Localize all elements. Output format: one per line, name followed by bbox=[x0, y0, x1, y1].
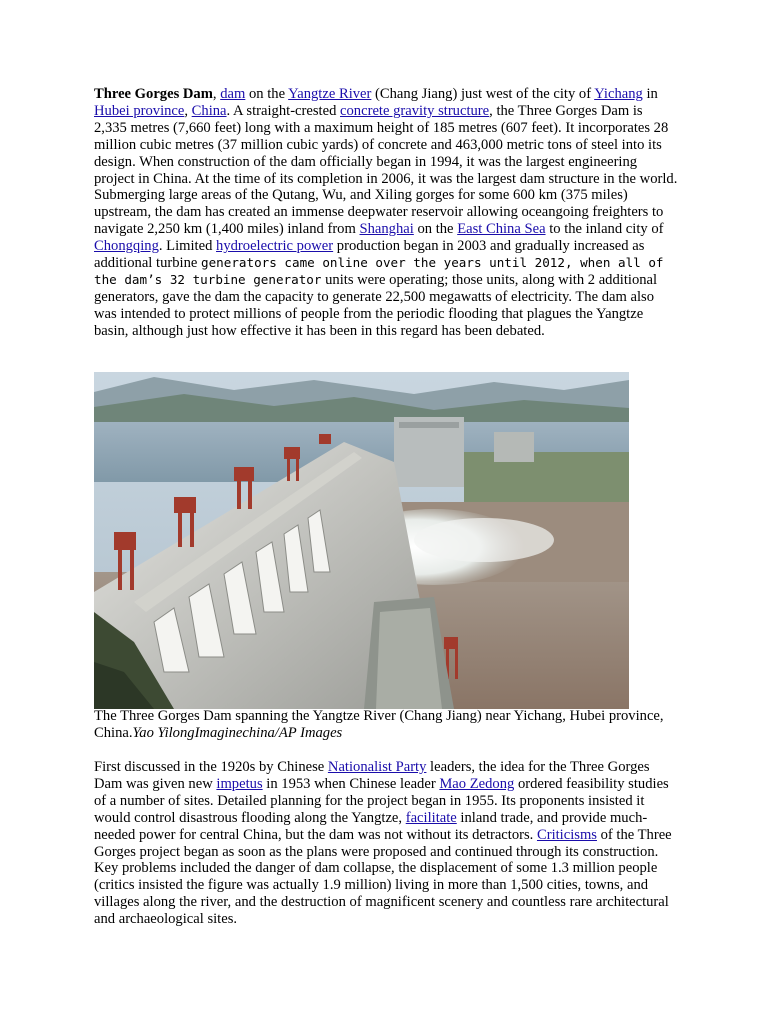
text-run: on the bbox=[413, 221, 458, 238]
dam-photo bbox=[94, 372, 629, 709]
photo-credit: Yao YilongImaginechina/AP Images bbox=[132, 725, 343, 741]
photo-caption bbox=[94, 708, 679, 742]
link-concrete-gravity-structure[interactable]: concrete gravity structure bbox=[340, 102, 490, 119]
text-run: . Limited bbox=[158, 238, 217, 255]
caption-text: The Three Gorges Dam spanning the Yangtze River (Chang Jiang) near Yichang, Hubei province, China. bbox=[94, 708, 664, 741]
link-yichang[interactable]: Yichang bbox=[594, 86, 643, 102]
article-title: Three Gorges Dam bbox=[94, 86, 213, 102]
link-dam[interactable]: dam bbox=[220, 86, 246, 102]
text-run: , the Three Gorges Dam is 2,335 metres (7,660 feet) long with a maximum height of 185 metres (607 feet). It incorporates 28 million cubic metres (37 million cubic yards) of concrete and 463,000 metric tons of steel into its design. When construction of the dam officially began in 1994, it was the largest engineering project in China. At the time of its completion in 2006, it was the largest dam structure in the world. Submerging large areas of the Qutang, Wu, and Xiling gorges for some 600 km (375 miles) upstream, the dam has created an immense deepwater reservoir allowing oceangoing freighters to navigate 2,250 km (1,400 miles) inland from bbox=[94, 102, 678, 238]
monospace-text-run: generators came online over the years until 2012, when all of the dam’s 32 turbine generator bbox=[94, 255, 664, 287]
history-paragraph bbox=[94, 759, 679, 928]
text-run: of the Three Gorges project began as soon as the plans were proposed and continued through its construction. Key problems included the danger of dam collapse, the displacement of some 1.3 million people (critics insisted the figure was actually 1.9 million) living in more than 1,500 cities, towns, and villages along the river, and the destruction of magnificent scenery and countless rare architectural and archaeological sites. bbox=[94, 826, 672, 928]
link-hubei-province[interactable]: Hubei province bbox=[94, 102, 185, 119]
link-east-china-sea[interactable]: East China Sea bbox=[457, 221, 546, 238]
text-run: , bbox=[184, 102, 192, 119]
text-run: (Chang Jiang) just west of the city of bbox=[371, 86, 595, 102]
text-run: First discussed in the 1920s by Chinese bbox=[94, 759, 328, 775]
link-mao-zedong[interactable]: Mao Zedong bbox=[439, 775, 515, 792]
link-impetus[interactable]: impetus bbox=[216, 775, 263, 792]
text-run: on the bbox=[245, 86, 289, 102]
text-run: . A straight-crested bbox=[226, 102, 341, 119]
text-run: in bbox=[642, 86, 658, 102]
text-run: to the inland city of bbox=[545, 221, 664, 238]
link-facilitate[interactable]: facilitate bbox=[405, 809, 457, 826]
link-hydroelectric-power[interactable]: hydroelectric power bbox=[216, 238, 334, 255]
link-criticisms[interactable]: Criticisms bbox=[536, 826, 597, 843]
text-run: units were operating; those units, along with 2 additional generators, gave the dam the capacity to generate 22,500 megawatts of electricity. The dam also was intended to protect millions of people from the periodic flooding that plagues the Yangtze basin, although just how effective it has been in this regard has been debated. bbox=[94, 271, 658, 339]
link-shanghai[interactable]: Shanghai bbox=[359, 221, 414, 238]
intro-paragraph bbox=[94, 86, 679, 340]
text-run: production began in 2003 and gradually increased as additional turbine bbox=[94, 238, 645, 272]
link-nationalist-party[interactable]: Nationalist Party bbox=[327, 759, 427, 775]
link-yangtze-river[interactable]: Yangtze River bbox=[288, 86, 372, 102]
text-run: ordered feasibility studies of a number of sites. Detailed planning for the project began in 1955. Its proponents insisted it would control disastrous flooding along the Yangtze, bbox=[94, 775, 669, 826]
text-run: leaders, the idea for the Three Gorges Dam was given new bbox=[94, 759, 650, 792]
link-chongqing[interactable]: Chongqing bbox=[94, 238, 159, 255]
text-run: , bbox=[212, 86, 221, 102]
text-run: inland trade, and provide much-needed power for central China, but the dam was not without its detractors. bbox=[94, 809, 648, 843]
text-run: in 1953 when Chinese leader bbox=[262, 775, 440, 792]
link-china[interactable]: China bbox=[191, 102, 227, 119]
